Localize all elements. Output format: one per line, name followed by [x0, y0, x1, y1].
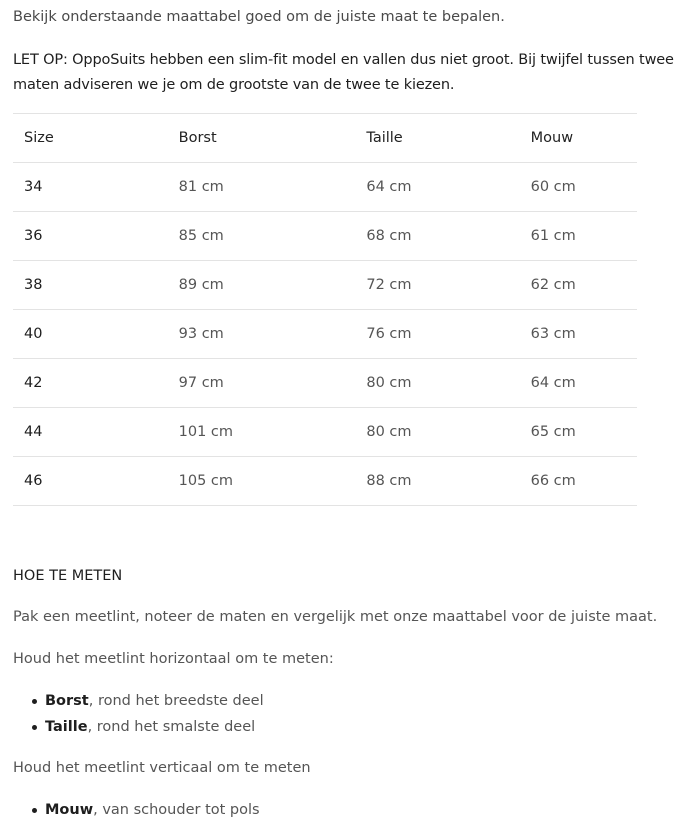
- horizontal-list: [13, 688, 264, 740]
- table-row: [13, 261, 637, 310]
- borst-cell: 85 cm: [168, 212, 356, 261]
- vertical-intro: Houd het meetlint verticaal om te meten: [13, 760, 311, 776]
- table-row: [13, 359, 637, 408]
- header-mouw: Mouw: [520, 114, 637, 163]
- borst-cell: 97 cm: [168, 359, 356, 408]
- borst-cell: 89 cm: [168, 261, 356, 310]
- size-cell: 36: [13, 212, 168, 261]
- list-item-text: , rond het breedste deel: [88, 693, 264, 709]
- header-borst: Borst: [168, 114, 356, 163]
- bullet-icon: [32, 699, 37, 704]
- mouw-cell: 63 cm: [520, 310, 637, 359]
- size-cell: 38: [13, 261, 168, 310]
- header-taille: Taille: [355, 114, 519, 163]
- table-row: [13, 457, 637, 506]
- list-item-term: Mouw: [45, 802, 94, 818]
- vertical-list: [13, 797, 260, 823]
- horizontal-intro: Houd het meetlint horizontaal om te meten:: [13, 651, 334, 667]
- table-header-row: [13, 114, 637, 163]
- mouw-cell: 60 cm: [520, 163, 637, 212]
- borst-cell: 81 cm: [168, 163, 356, 212]
- bullet-icon: [32, 808, 37, 813]
- borst-cell: 101 cm: [168, 408, 356, 457]
- table-row: [13, 163, 637, 212]
- list-item: [13, 688, 264, 714]
- table-row: [13, 212, 637, 261]
- list-item-text: , van schouder tot pols: [93, 802, 260, 818]
- measure-instructions: Pak een meetlint, noteer de maten en vergelijk met onze maattabel voor de juiste maat.: [13, 609, 658, 625]
- list-item-text: , rond het smalste deel: [87, 719, 256, 735]
- size-cell: 42: [13, 359, 168, 408]
- taille-cell: 68 cm: [355, 212, 519, 261]
- mouw-cell: 66 cm: [520, 457, 637, 506]
- mouw-cell: 62 cm: [520, 261, 637, 310]
- list-item-term: Taille: [45, 719, 88, 735]
- taille-cell: 64 cm: [355, 163, 519, 212]
- mouw-cell: 65 cm: [520, 408, 637, 457]
- measure-heading: HOE TE METEN: [13, 568, 123, 584]
- slim-fit-notice: LET OP: OppoSuits hebben een slim-fit model en vallen dus niet groot. Bij twijfel tussen twee maten adviseren we je om de grootste van de twee te kiezen.: [13, 52, 674, 93]
- size-cell: 40: [13, 310, 168, 359]
- taille-cell: 72 cm: [355, 261, 519, 310]
- taille-cell: 76 cm: [355, 310, 519, 359]
- mouw-cell: 64 cm: [520, 359, 637, 408]
- list-item: [13, 797, 260, 823]
- size-table: [13, 113, 637, 506]
- list-item-term: Borst: [45, 693, 89, 709]
- taille-cell: 80 cm: [355, 359, 519, 408]
- intro-text: Bekijk onderstaande maattabel goed om de juiste maat te bepalen.: [13, 9, 505, 25]
- table-row: [13, 408, 637, 457]
- taille-cell: 80 cm: [355, 408, 519, 457]
- size-cell: 46: [13, 457, 168, 506]
- borst-cell: 93 cm: [168, 310, 356, 359]
- size-cell: 34: [13, 163, 168, 212]
- bullet-icon: [32, 725, 37, 730]
- size-cell: 44: [13, 408, 168, 457]
- mouw-cell: 61 cm: [520, 212, 637, 261]
- table-row: [13, 310, 637, 359]
- header-size: Size: [13, 114, 168, 163]
- borst-cell: 105 cm: [168, 457, 356, 506]
- list-item: [13, 714, 264, 740]
- taille-cell: 88 cm: [355, 457, 519, 506]
